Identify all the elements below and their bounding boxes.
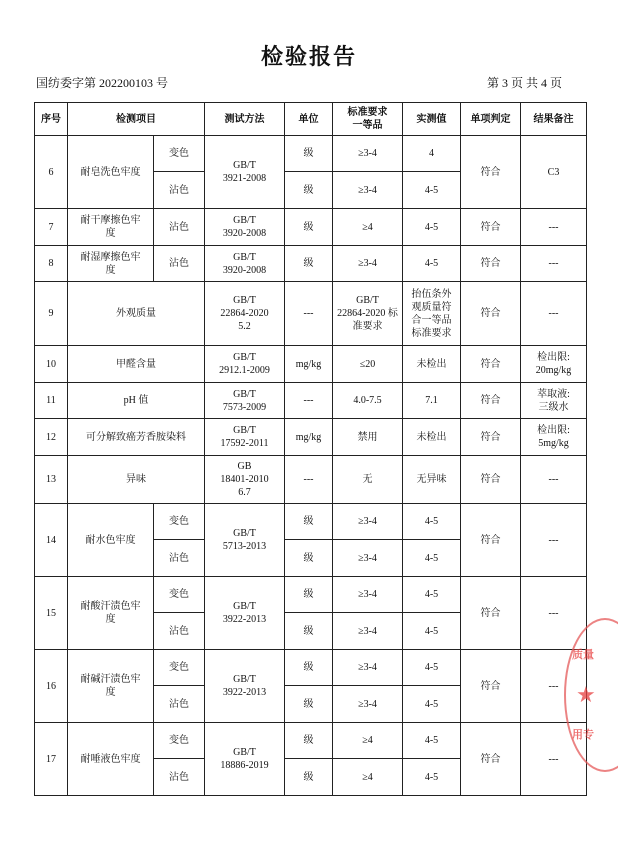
- table-row: 7 耐干摩擦色牢 度 沾色 GB/T 3920-2008 级 ≥4 4-5 符合 ---: [35, 209, 587, 246]
- col-header-measured: 实测值: [403, 103, 461, 136]
- table-row: 6 耐皂洗色牢度 变色 GB/T 3921-2008 级 ≥3-4 4 符合 C3: [35, 136, 587, 172]
- col-header-unit: 单位: [285, 103, 333, 136]
- table-row: 8 耐湿摩擦色牢 度 沾色 GB/T 3920-2008 级 ≥3-4 4-5 符合 ---: [35, 246, 587, 282]
- seal-text-bottom: 用专: [572, 728, 594, 741]
- col-header-requirement: 标准要求 一等品: [333, 103, 403, 136]
- table-row: 沾色 级 ≥3-4 4-5: [35, 540, 587, 577]
- table-row: 13 异味 GB 18401-2010 6.7 --- 无 无异味 符合 ---: [35, 456, 587, 504]
- inspection-table: [34, 102, 587, 796]
- report-title: 检验报告: [260, 45, 357, 70]
- table-row: 沾色 级 ≥3-4 4-5: [35, 686, 587, 723]
- table-row: 沾色 级 ≥3-4 4-5: [35, 172, 587, 209]
- table-row: 14 耐水色牢度 变色 GB/T 5713-2013 级 ≥3-4 4-5 符合 ---: [35, 504, 587, 540]
- col-header-no: 序号: [35, 103, 68, 136]
- col-header-remark: 结果备注: [521, 103, 587, 136]
- col-header-item: 检测项目: [68, 103, 205, 136]
- col-header-judgement: 单项判定: [461, 103, 521, 136]
- table-row: 9 外观质量 GB/T 22864-2020 5.2 --- GB/T 22864-2020 标 准要求 抬伍条外 观质量符 合一等品 标准要求 符合 ---: [35, 282, 587, 346]
- page-info: 第 3 页 共 4 页: [486, 76, 562, 90]
- table-row: 11 pH 值 GB/T 7573-2009 --- 4.0-7.5 7.1 符合 萃取液: 三级水: [35, 383, 587, 419]
- col-header-method: 测试方法: [205, 103, 285, 136]
- table-header-row: [35, 103, 587, 136]
- table-row: 沾色 级 ≥4 4-5: [35, 759, 587, 796]
- star-icon: ★: [576, 682, 596, 707]
- table-row: 沾色 级 ≥3-4 4-5: [35, 613, 587, 650]
- table-row: 16 耐碱汗渍色牢 度 变色 GB/T 3922-2013 级 ≥3-4 4-5 符合 ---: [35, 650, 587, 686]
- table-row: 10 甲醛含量 GB/T 2912.1-2009 mg/kg ≤20 未检出 符合 检出限: 20mg/kg: [35, 346, 587, 383]
- table-row: 15 耐酸汗渍色牢 度 变色 GB/T 3922-2013 级 ≥3-4 4-5 符合 ---: [35, 577, 587, 613]
- table-row: 12 可分解致癌芳香胺染料 GB/T 17592-2011 mg/kg 禁用 未检出 符合 检出限: 5mg/kg: [35, 419, 587, 456]
- seal-text-top: 质量: [572, 648, 594, 661]
- report-number: 国纺委字第 202200103 号: [36, 76, 169, 90]
- table-row: 17 耐唾液色牢度 变色 GB/T 18886-2019 级 ≥4 4-5 符合 ---: [35, 723, 587, 759]
